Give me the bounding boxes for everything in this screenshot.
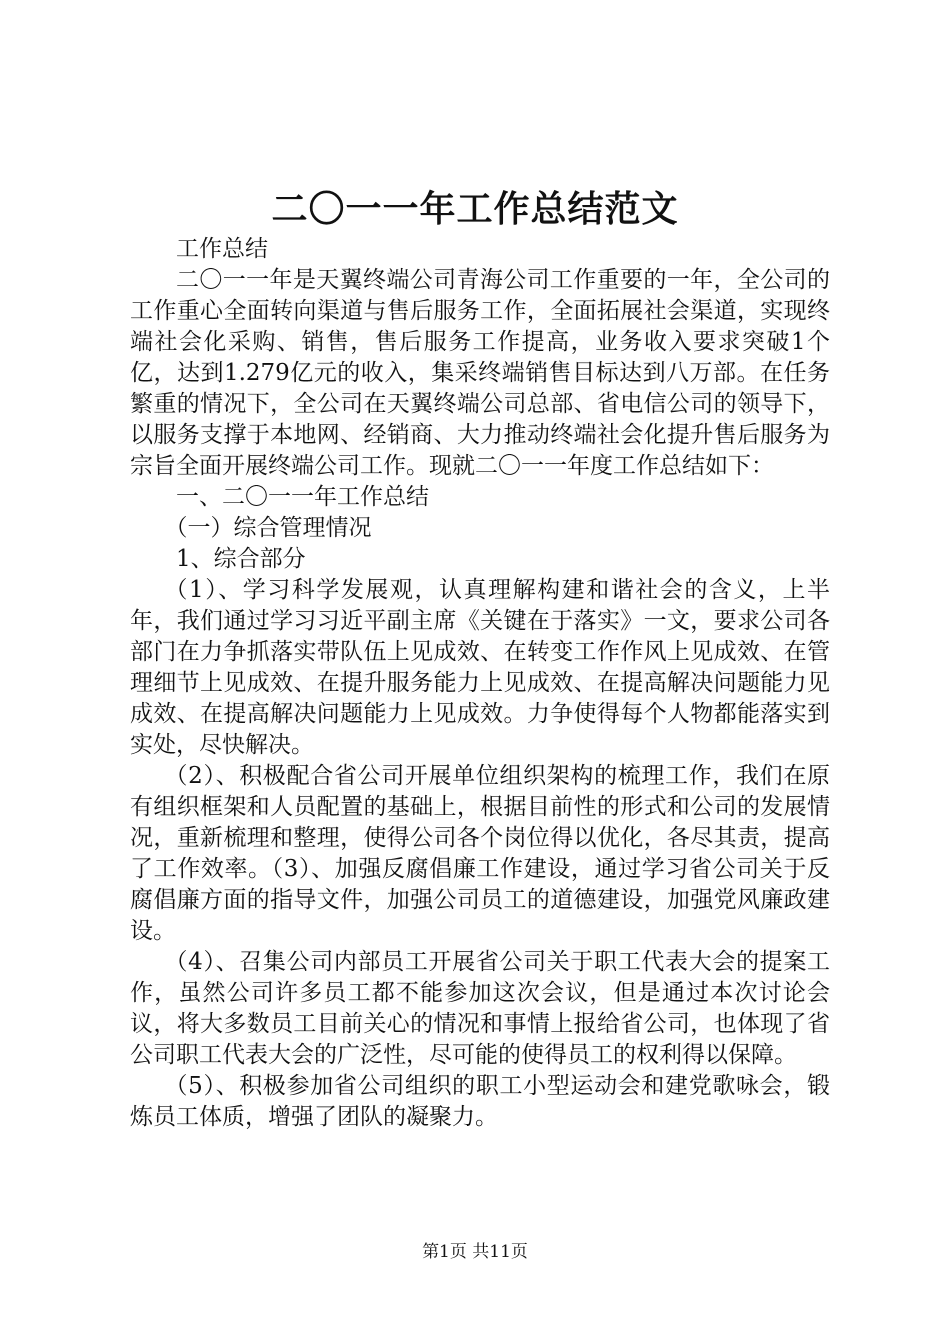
paragraph-item-5: （5）、积极参加省公司组织的职工小型运动会和建党歌咏会，锻炼员工体质，增强了团队的凝聚力。 (130, 1073, 830, 1130)
document-body (130, 234, 830, 1133)
section-heading: 一、二〇一一年工作总结 (176, 484, 429, 510)
paragraph-intro: 二〇一一年是天翼终端公司青海公司工作重要的一年，全公司的工作重心全面转向渠道与售后服务工作，全面拓展社会渠道，实现终端社会化采购、销售，售后服务工作提高，业务收入要求突破1个亿，达到1.279亿元的收入，集采终端销售目标达到八万部。在任务繁重的情况下，全公司在天翼终端公司总部、省电信公司的领导下，以服务支撑于本地网、经销商、大力推动终端社会化提升售后服务为宗旨全面开展终端公司工作。现就二〇一一年度工作总结如下： (130, 267, 830, 479)
sub-subsection-heading: 1、综合部分 (176, 546, 306, 572)
paragraph-item-1: （1）、学习科学发展观，认真理解构建和谐社会的含义，上半年，我们通过学习习近平副主席《关键在于落实》一文，要求公司各部门在力争抓落实带队伍上见成效、在转变工作作风上见成效、在管理细节上见成效、在提升服务能力上见成效、在提高解决问题能力见成效、在提高解决问题能力上见成效。力争使得每个人物都能落实到实处，尽快解决。 (130, 577, 830, 758)
paragraph-item-2: （2）、积极配合省公司开展单位组织架构的梳理工作，我们在原有组织框架和人员配置的基础上，根据目前性的形式和公司的发展情况，重新梳理和整理，使得公司各个岗位得以优化，各尽其责，提高了工作效率。（3）、加强反腐倡廉工作建设，通过学习省公司关于反腐倡廉方面的指导文件，加强公司员工的道德建设，加强党风廉政建设。 (130, 763, 830, 944)
document-title: 二〇一一年工作总结范文 (271, 188, 679, 230)
paragraph-item-4: （4）、召集公司内部员工开展省公司关于职工代表大会的提案工作，虽然公司许多员工都不能参加这次会议，但是通过本次讨论会议，将大多数员工目前关心的情况和事情上报给省公司，也体现了省公司职工代表大会的广泛性，尽可能的使得员工的权利得以保障。 (130, 949, 830, 1068)
page-footer: 第1页 共11页 (422, 1242, 528, 1262)
subsection-heading: （一）综合管理情况 (164, 515, 372, 541)
paragraph-heading: 工作总结 (176, 236, 268, 262)
